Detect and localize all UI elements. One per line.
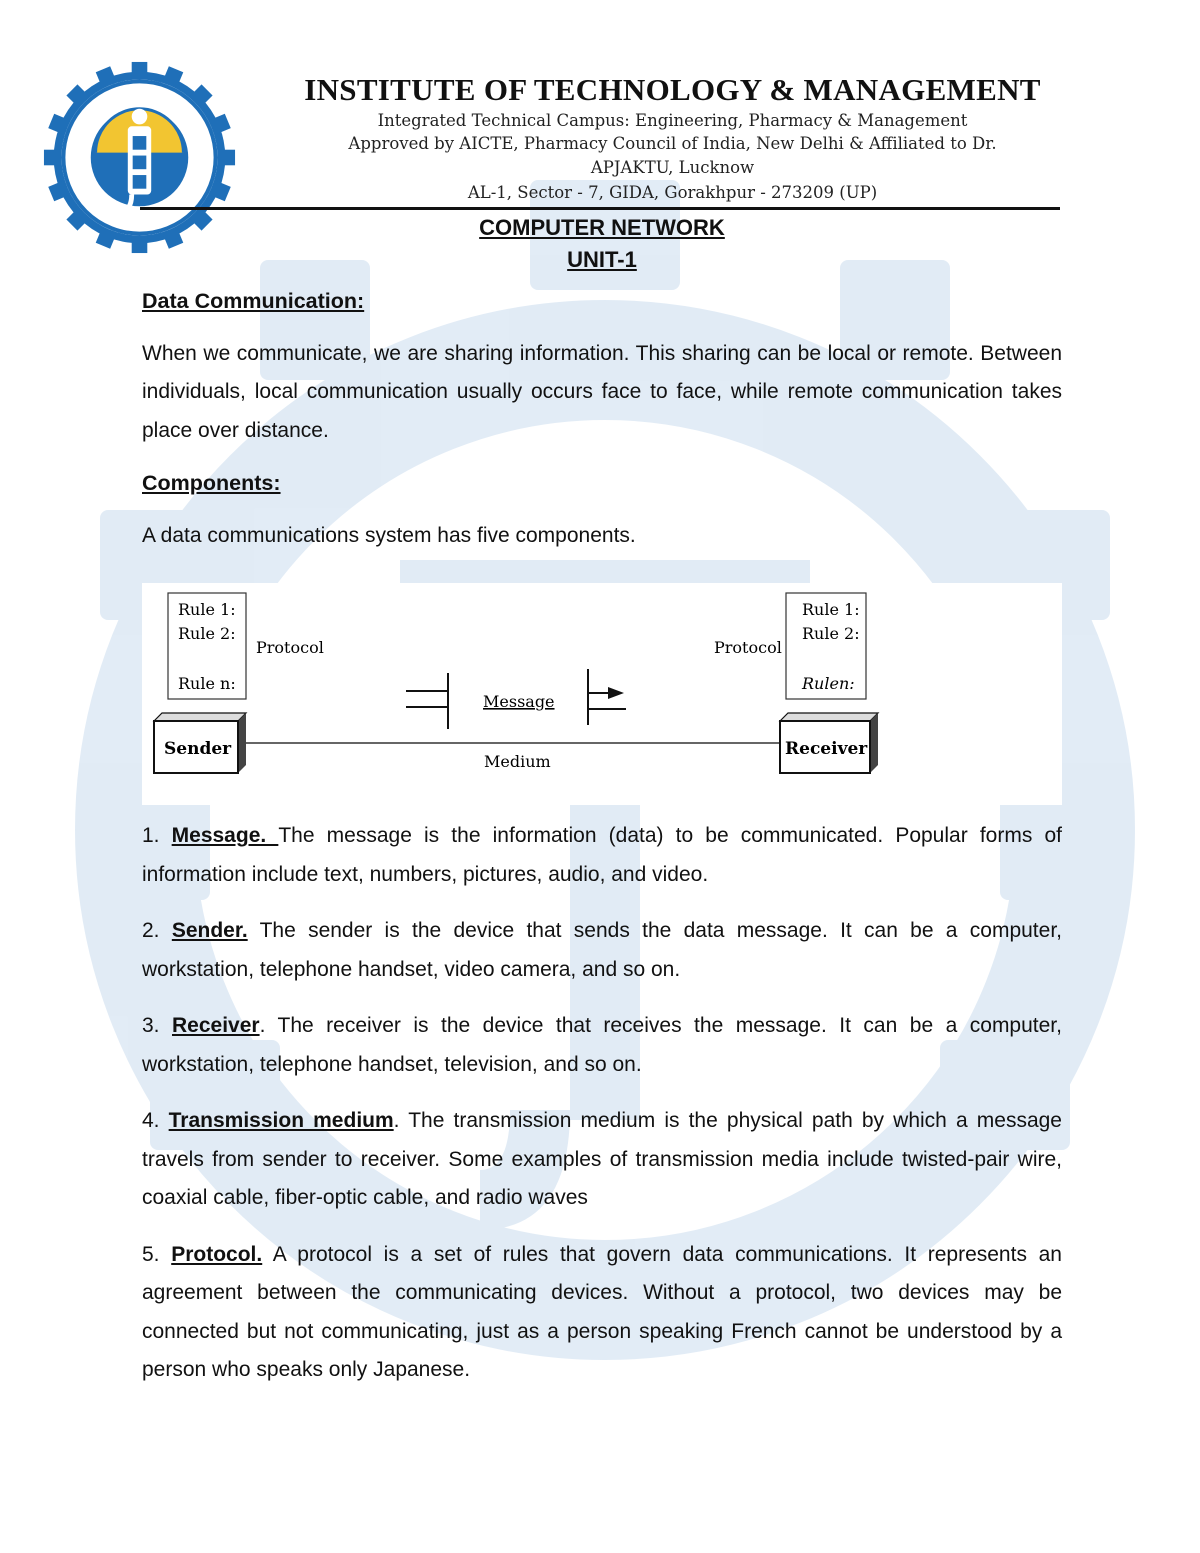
sender-rule-1: Rule 1:	[178, 600, 236, 619]
receiver-rule-1: Rule 1:	[802, 600, 860, 619]
component-item-message: 1. Message. The message is the information (data) to be communicated. Popular forms of information include text, numbers, pictures, audio, and video.	[142, 824, 1062, 886]
sender-rule-n: Rule n:	[178, 674, 236, 693]
medium-label: Medium	[484, 752, 551, 771]
course-title: COMPUTER NETWORK	[479, 215, 725, 240]
header-divider	[140, 207, 1060, 210]
address-line: AL-1, Sector - 7, GIDA, Gorakhpur - 273209 (UP)	[467, 183, 878, 202]
components-heading: Components:	[142, 471, 281, 495]
affiliation-line: APJAKTU, Lucknow	[590, 158, 755, 177]
letterhead	[0, 0, 1200, 215]
protocol-label-right: Protocol	[714, 638, 782, 657]
component-list	[142, 817, 1062, 1390]
message-label: Message	[483, 692, 555, 711]
receiver-device	[780, 713, 878, 773]
receiver-label: Receiver	[785, 739, 868, 759]
component-item-protocol: 5. Protocol. A protocol is a set of rules that govern data communications. It represents an agreement between the communicating devices. Without a protocol, two devices may be connected but not communicating, just as a person speaking French cannot be understood by a person who speaks only Japanese.	[142, 1242, 1062, 1381]
sender-label: Sender	[164, 739, 232, 759]
campus-line: Integrated Technical Campus: Engineering, Pharmacy & Management	[377, 111, 968, 130]
data-communication-heading: Data Communication:	[142, 289, 365, 313]
receiver-rule-2: Rule 2:	[802, 624, 860, 643]
data-communication-text: When we communicate, we are sharing information. This sharing can be local or remote. Between individuals, local communication usually occurs face to face, while remote communication takes place over distance.	[142, 341, 1062, 442]
sender-rule-2: Rule 2:	[178, 624, 236, 643]
receiver-rule-n: Rulen:	[802, 674, 855, 693]
institute-name: INSTITUTE OF TECHNOLOGY & MANAGEMENT	[304, 72, 1041, 107]
component-item-sender: 2. Sender. The sender is the device that sends the data message. It can be a computer, workstation, telephone handset, video camera, and so on.	[142, 919, 1062, 981]
protocol-label-left: Protocol	[256, 638, 324, 657]
component-item-receiver: 3. Receiver. The receiver is the device that receives the message. It can be a computer, workstation, telephone handset, television, and so on.	[142, 1014, 1062, 1076]
communication-diagram	[142, 583, 1062, 805]
sender-device	[154, 713, 246, 773]
components-intro: A data communications system has five components.	[142, 523, 636, 547]
component-item-transmission-medium: 4. Transmission medium. The transmission medium is the physical path by which a message travels from sender to receiver. Some examples of transmission media include twisted-pair wire, coaxial cable, fiber-optic cable, and radio waves	[142, 1109, 1062, 1209]
approval-line: Approved by AICTE, Pharmacy Council of India, New Delhi & Affiliated to Dr.	[348, 134, 997, 153]
unit-title: UNIT-1	[567, 247, 637, 272]
